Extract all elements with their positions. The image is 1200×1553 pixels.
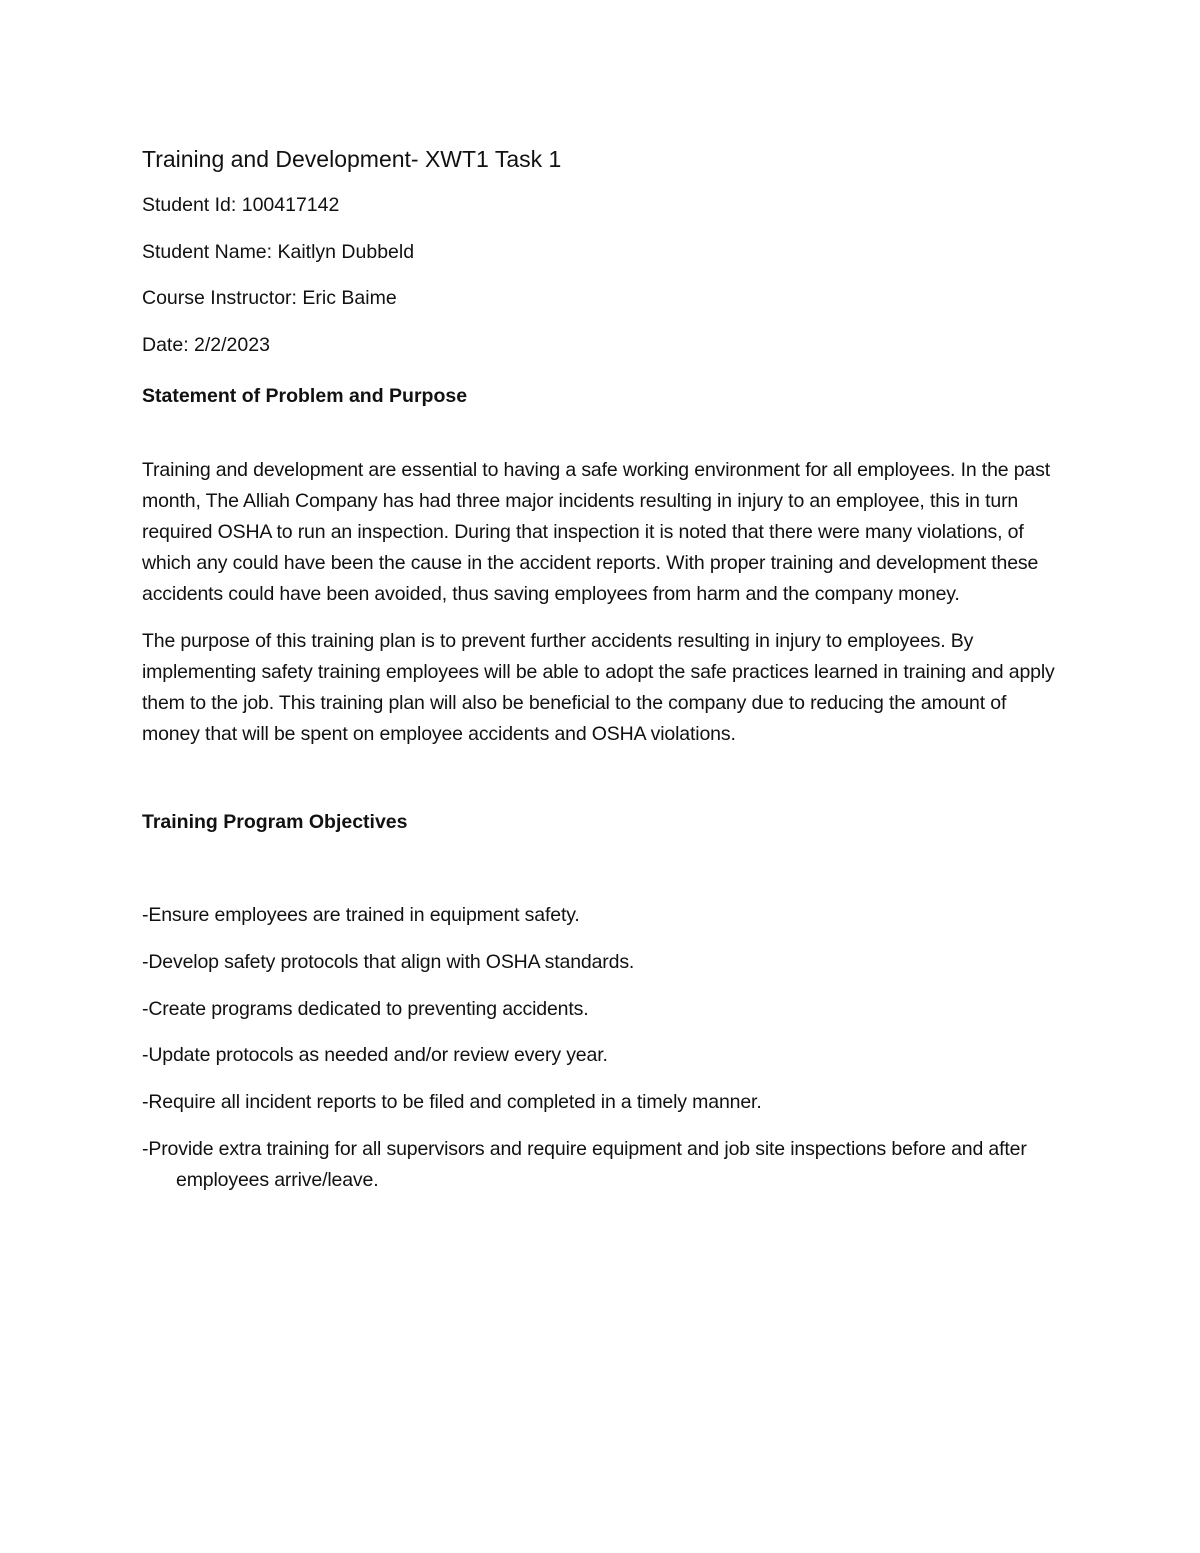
student-name: Student Name: Kaitlyn Dubbeld bbox=[142, 240, 415, 263]
objectives-list bbox=[142, 900, 1062, 1196]
course-instructor: Course Instructor: Eric Baime bbox=[142, 287, 397, 309]
objective-item: -Require all incident reports to be filed and completed in a timely manner. bbox=[142, 1091, 762, 1114]
document-title: Training and Development- XWT1 Task 1 bbox=[142, 146, 562, 172]
problem-paragraph: Training and development are essential to having a safe working environment for all employees. In the past month, The Alliah Company has had three major incidents resulting in injury to an employee, this in turn required OSHA to run an inspection. During that inspection it is noted that there were many violations, of which any could have been the cause in the accident reports. With proper training and development these accidents could have been avoided, thus saving employees from harm and the company money. bbox=[142, 458, 1050, 606]
problem-heading: Statement of Problem and Purpose bbox=[142, 384, 468, 407]
objective-item: -Develop safety protocols that align with OSHA standards. bbox=[142, 951, 635, 974]
objectives-heading: Training Program Objectives bbox=[142, 811, 408, 834]
objective-item: -Ensure employees are trained in equipment safety. bbox=[142, 904, 580, 927]
purpose-paragraph: The purpose of this training plan is to prevent further accidents resulting in injury to employees. By implementing safety training employees will be able to adopt the safe practices learned in training and apply them to the job. This training plan will also be beneficial to the company due to reducing the amount of money that will be spent on employee accidents and OSHA violations. bbox=[142, 629, 1055, 746]
objective-item: -Create programs dedicated to preventing accidents. bbox=[142, 997, 589, 1020]
objective-item: -Provide extra training for all supervisors and require equipment and job site inspections before and after employees arrive/leave. bbox=[142, 1137, 1027, 1192]
document-date: Date: 2/2/2023 bbox=[142, 333, 270, 356]
document-content bbox=[142, 143, 1062, 1212]
student-id: Student Id: 100417142 bbox=[142, 194, 340, 216]
objective-item: -Update protocols as needed and/or review every year. bbox=[142, 1044, 608, 1067]
